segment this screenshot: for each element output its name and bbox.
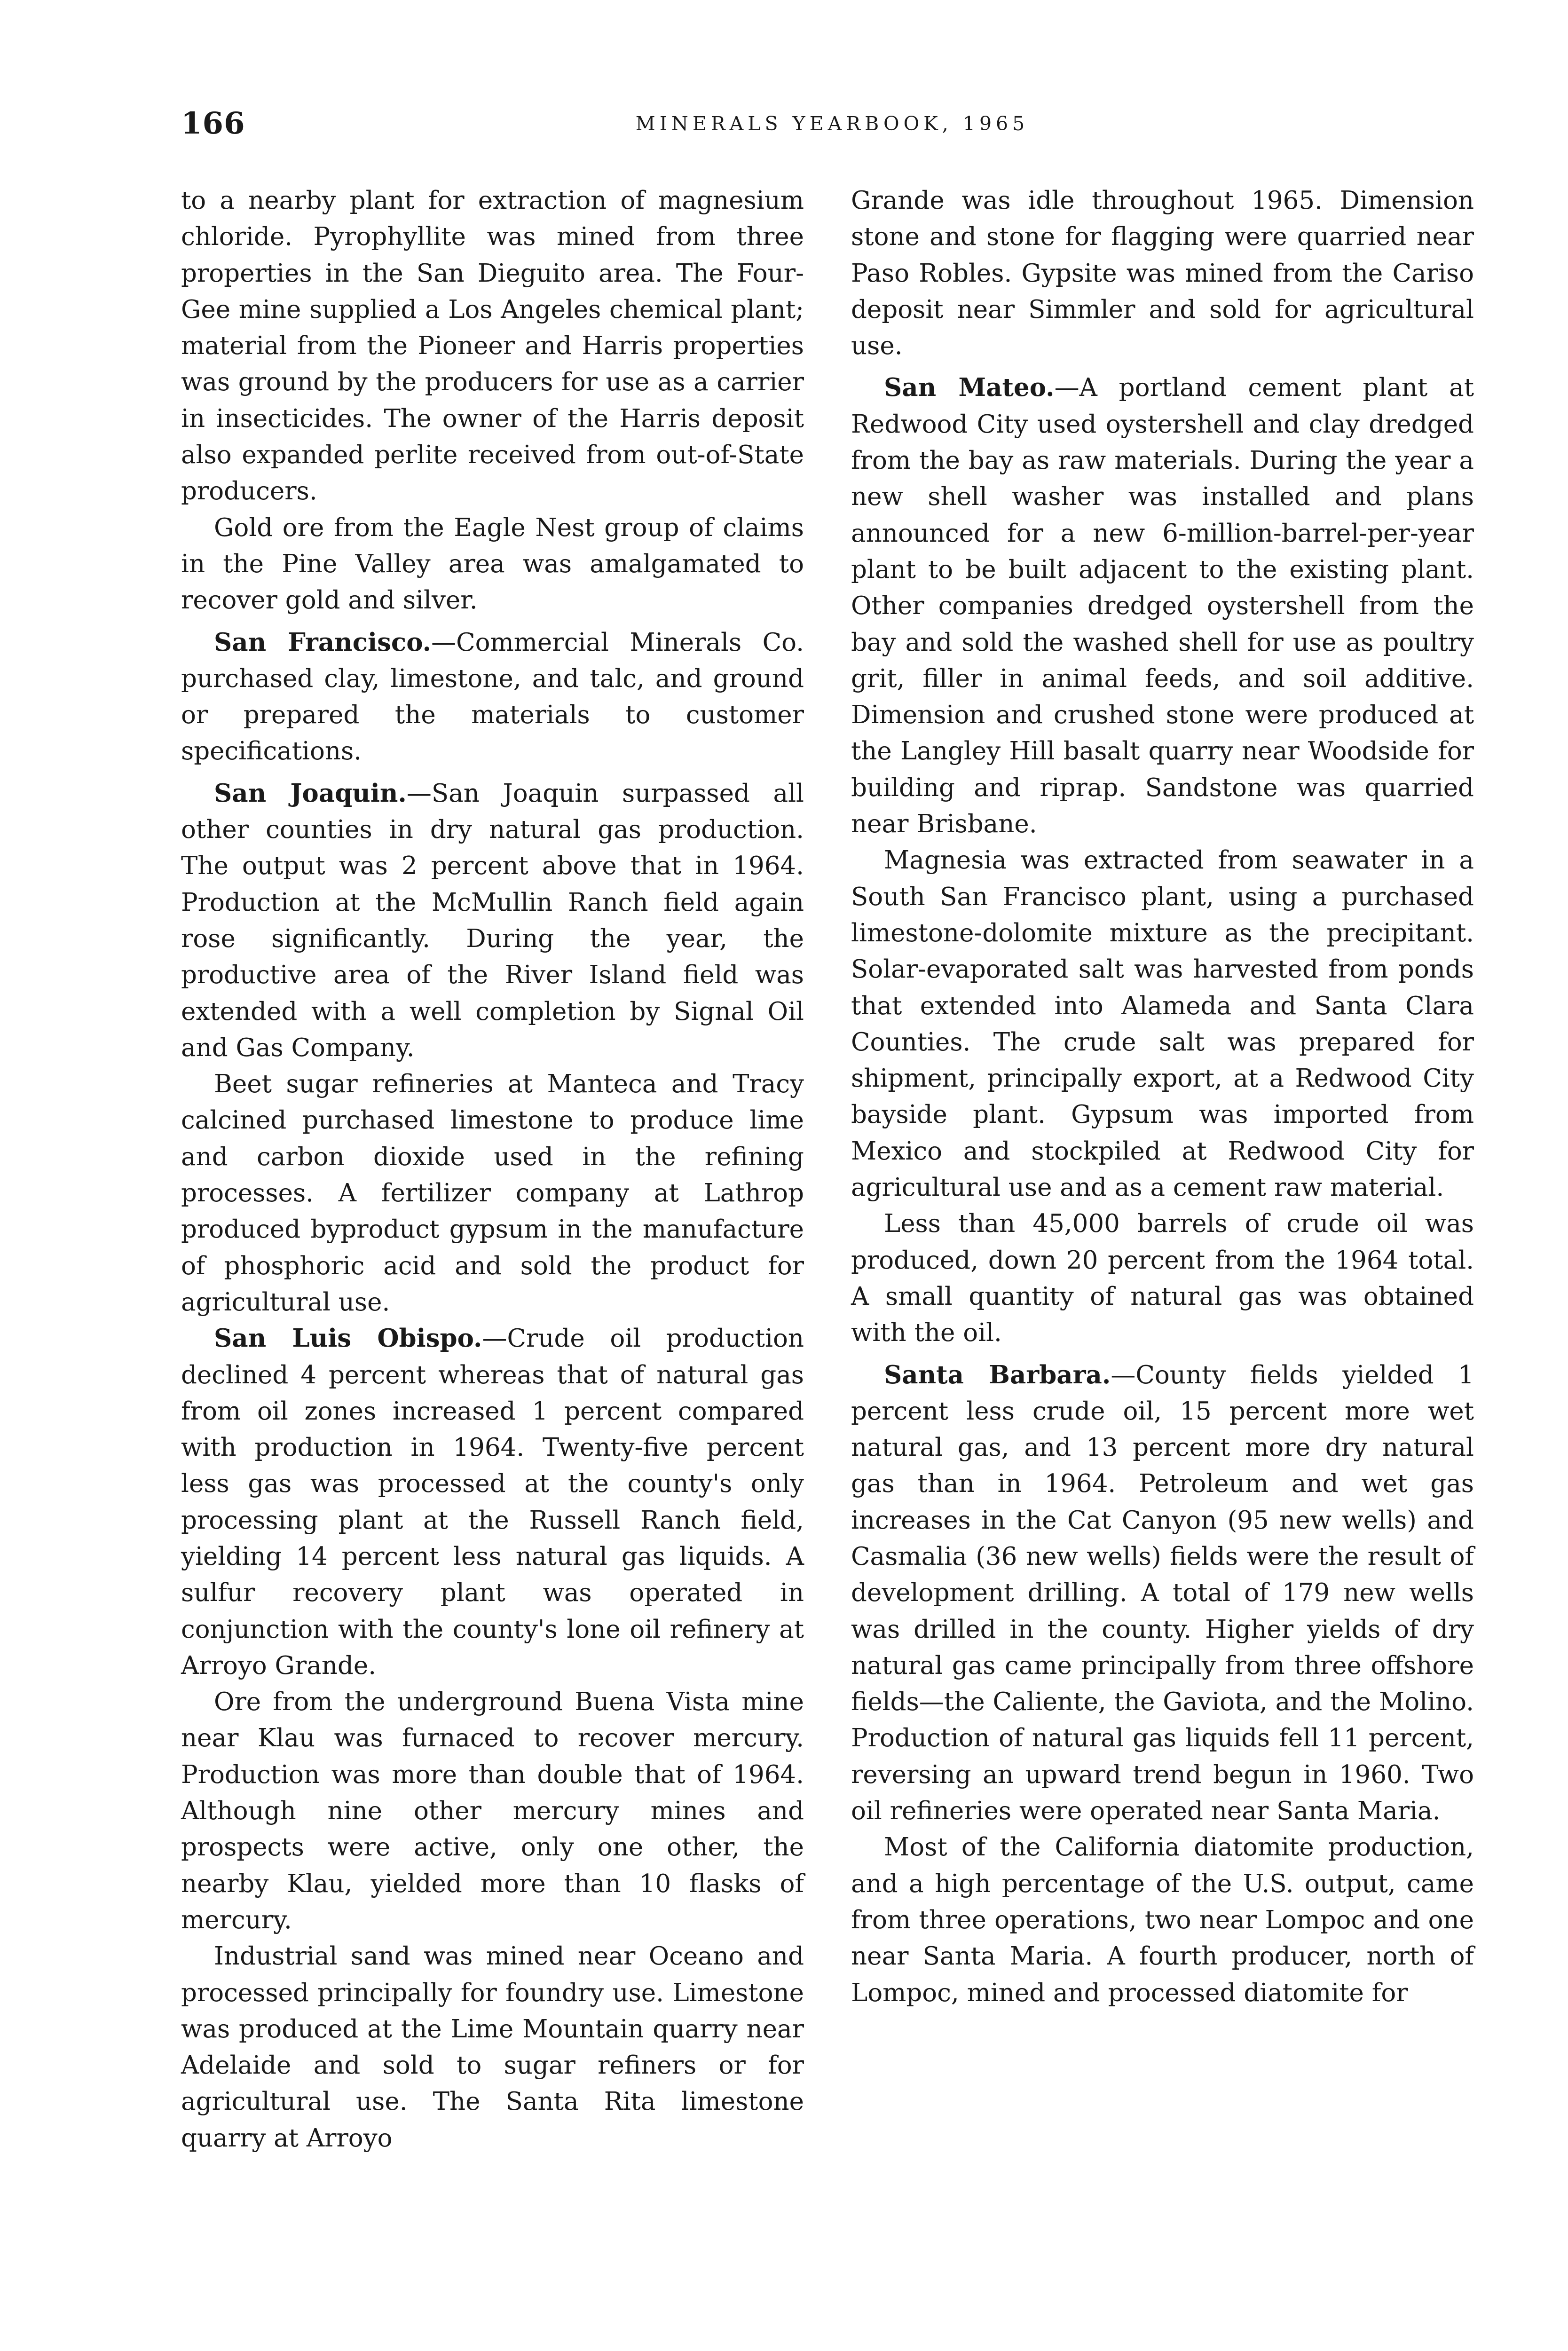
paragraph-text: —A portland cement plant at Redwood City used oystershell and clay dredged from the bay as raw materials. During the year a new shell washer was installed and plans announced for a new 6-million-barrel-per-year plant to be built adjacent to the existing plant. Other companies dredged oystershell from the bay and sold the washed shell for use as poultry grit, filler in animal feeds, and soil additive. Dimension and crushed stone were produced at the Langley Hill basalt quarry near Woodside for building and riprap. Sandstone was quarried near Brisbane. [851,373,1474,839]
paragraph-text: to a nearby plant for extraction of magnesium chloride. Pyrophyllite was mined from three properties in the San Dieguito area. The Four-Gee mine supplied a Los Angeles chemical plant; material from the Pioneer and Harris properties was ground by the producers for use as a carrier in insecticides. The owner of the Harris deposit also expanded perlite received from out-of-State producers. [181,186,804,506]
section-paragraph-san-joaquin [181,775,804,1066]
paragraph [851,842,1474,1206]
right-column [851,182,1474,2011]
section-heading: San Luis Obispo. [214,1324,482,1353]
running-title: MINERALS YEARBOOK, 1965 [635,112,1029,135]
paragraph-text: —Commercial Minerals Co. purchased clay, limestone, and talc, and ground or prepared the materials to customer specifications. [181,628,804,766]
paragraph [181,1684,804,1938]
paragraph-text: Less than 45,000 barrels of crude oil was produced, down 20 percent from the 1964 total. A small quantity of natural gas was obtained with the oil. [851,1209,1474,1348]
section-heading: Santa Barbara. [884,1360,1111,1389]
paragraph [181,1066,804,1320]
page-header [181,106,1483,148]
paragraph [851,182,1474,364]
paragraph-text: Magnesia was extracted from seawater in a South San Francisco plant, using a purchased limestone-dolomite mixture as the precipitant. Solar-evaporated salt was harvested from ponds that extended into Alameda and Santa Clara Counties. The crude salt was prepared for shipment, principally export, at a Redwood City bayside plant. Gypsum was imported from Mexico and stockpiled at Redwood City for agricultural use and as a cement raw material. [851,846,1474,1202]
paragraph-text: Beet sugar refineries at Manteca and Tracy calcined purchased limestone to produce lime and carbon dioxide used in the refining processes. A fertilizer company at Lathrop produced byproduct gypsum in the manufacture of phosphoric acid and sold the product for agricultural use. [181,1070,804,1317]
section-heading: San Francisco. [214,627,432,657]
section-paragraph-santa-barbara [851,1357,1474,1830]
paragraph-text: Industrial sand was mined near Oceano and processed principally for foundry use. Limestone was produced at the Lime Mountain quarry near Adelaide and sold to sugar refiners or for agricultural use. The Santa Rita limestone quarry at Arroyo [181,1942,804,2153]
section-heading: San Joaquin. [214,778,407,808]
paragraph-text: Grande was idle throughout 1965. Dimension stone and stone for flagging were quarried near Paso Robles. Gypsite was mined from the Cariso deposit near Simmler and sold for agricultural use. [851,186,1474,361]
section-paragraph-san-luis-obispo [181,1320,804,1684]
paragraph [181,182,804,510]
paragraph [181,1938,804,2156]
paragraph-text: Gold ore from the Eagle Nest group of claims in the Pine Valley area was amalgamated to recover gold and silver. [181,513,804,615]
paragraph-text: Most of the California diatomite production, and a high percentage of the U.S. output, came from three operations, two near Lompoc and one near Santa Maria. A fourth producer, north of Lompoc, mined and processed diatomite for [851,1833,1474,2007]
paragraph [181,510,804,619]
section-paragraph-san-francisco [181,624,804,770]
section-heading: San Mateo. [884,373,1055,402]
paragraph-text: —San Joaquin surpassed all other counties in dry natural gas production. The output was 2 percent above that in 1964. Production at the McMullin Ranch field again rose significantly. During the year, the productive area of the River Island field was extended with a well completion by Signal Oil and Gas Company. [181,779,804,1062]
left-column [181,182,804,2156]
section-paragraph-san-mateo [851,370,1474,842]
page-number: 166 [181,106,245,141]
paragraph [851,1829,1474,2011]
paragraph-text: —Crude oil production declined 4 percent whereas that of natural gas from oil zones increased 1 percent compared with production in 1964. Twenty-five percent less gas was processed at the county's only processing plant at the Russell Ranch field, yielding 14 percent less natural gas liquids. A sulfur recovery plant was operated in conjunction with the county's lone oil refinery at Arroyo Grande. [181,1324,804,1680]
paragraph-text: Ore from the underground Buena Vista mine near Klau was furnaced to recover mercury. Production was more than double that of 1964. Although nine other mercury mines and prospects were active, only one other, the nearby Klau, yielded more than 10 flasks of mercury. [181,1688,804,1934]
paragraph-text: —County fields yielded 1 percent less crude oil, 15 percent more wet natural gas, and 13 percent more dry natural gas than in 1964. Petroleum and wet gas increases in the Cat Canyon (95 new wells) and Casmalia (36 new wells) fields were the result of development drilling. A total of 179 new wells was drilled in the county. Higher yields of dry natural gas came principally from three offshore fields—the Caliente, the Gaviota, and the Molino. Production of natural gas liquids fell 11 percent, reversing an upward trend begun in 1960. Two oil refineries were operated near Santa Maria. [851,1360,1474,1826]
paragraph [851,1206,1474,1351]
